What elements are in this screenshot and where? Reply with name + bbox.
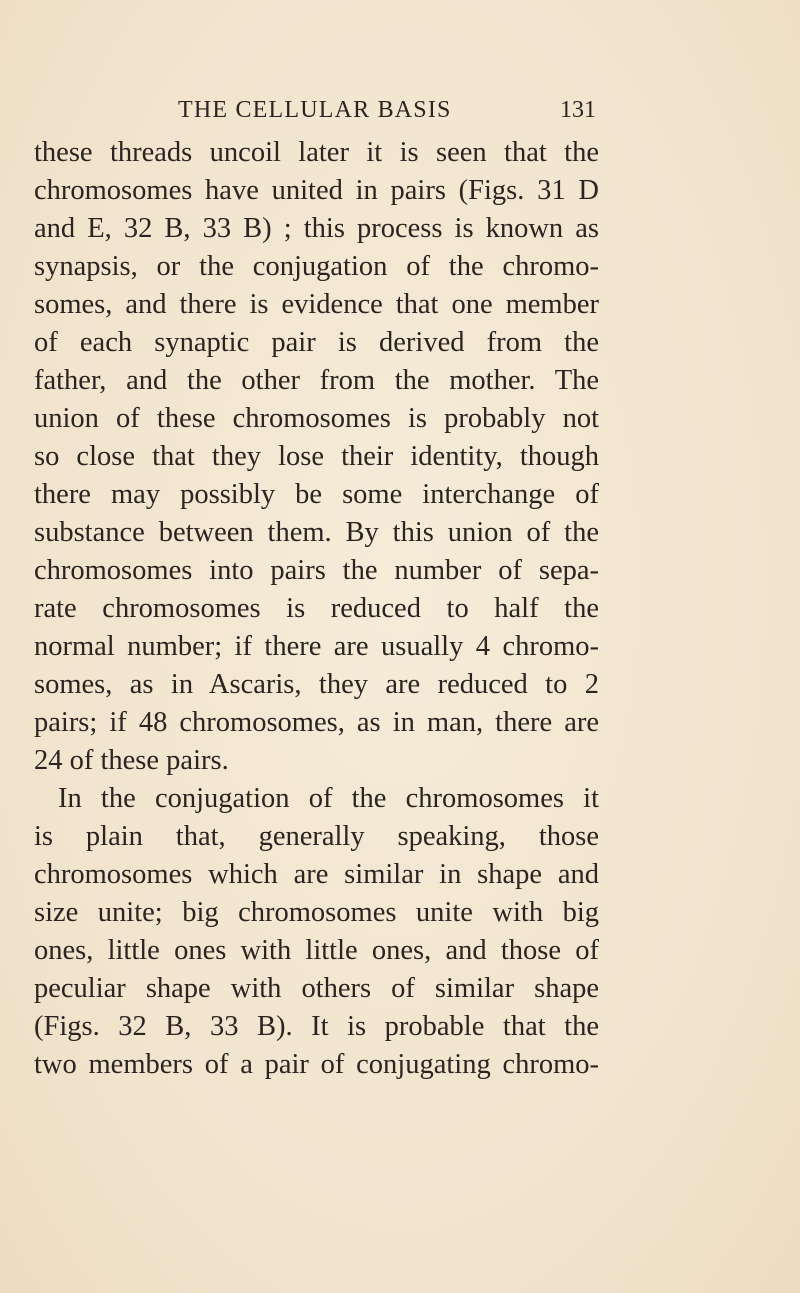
text-line-15: somes, as in Ascaris, they are reduced to 2: [34, 669, 599, 700]
text-line-7: father, and the other from the mother. The: [34, 365, 599, 396]
text-line-24: (Figs. 32 B, 33 B). It is probable that the: [34, 1011, 599, 1042]
text-line-6: of each synaptic pair is derived from the: [34, 327, 599, 358]
text-line-9: so close that they lose their identity, though: [34, 441, 599, 472]
text-line-10: there may possibly be some interchange of: [34, 479, 599, 510]
text-line-14: normal number; if there are usually 4 chromo-: [34, 631, 599, 662]
text-line-8: union of these chromosomes is probably not: [34, 403, 599, 434]
text-line-25: two members of a pair of conjugating chromo-: [34, 1049, 599, 1080]
text-line-18: In the conjugation of the chromosomes it: [58, 783, 599, 814]
text-line-5: somes, and there is evidence that one member: [34, 289, 599, 320]
text-line-13: rate chromosomes is reduced to half the: [34, 593, 599, 624]
text-line-19: is plain that, generally speaking, those: [34, 821, 599, 852]
text-line-1: these threads uncoil later it is seen that the: [34, 137, 599, 168]
text-line-20: chromosomes which are similar in shape and: [34, 859, 599, 890]
text-line-12: chromosomes into pairs the number of sepa-: [34, 555, 599, 586]
text-line-21: size unite; big chromosomes unite with big: [34, 897, 599, 928]
page-number: 131: [560, 97, 596, 123]
text-line-2: chromosomes have united in pairs (Figs. 31 D: [34, 175, 599, 206]
text-line-22: ones, little ones with little ones, and those of: [34, 935, 599, 966]
text-line-11: substance between them. By this union of the: [34, 517, 599, 548]
text-line-3: and E, 32 B, 33 B) ; this process is known as: [34, 213, 599, 244]
text-line-17: 24 of these pairs.: [34, 745, 229, 776]
running-title: THE CELLULAR BASIS: [178, 97, 452, 123]
running-head: [0, 92, 800, 128]
text-line-16: pairs; if 48 chromosomes, as in man, there are: [34, 707, 599, 738]
text-line-23: peculiar shape with others of similar shape: [34, 973, 599, 1004]
text-line-4: synapsis, or the conjugation of the chromo-: [34, 251, 599, 282]
